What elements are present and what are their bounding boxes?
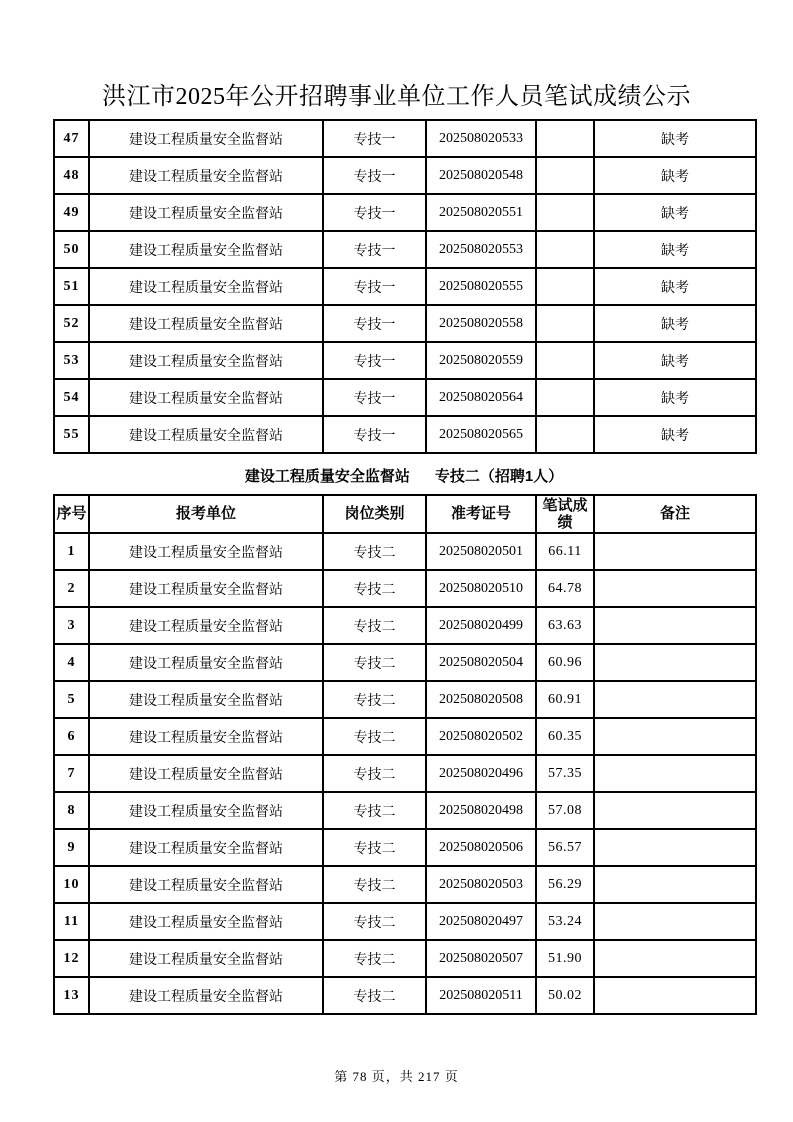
table-row <box>54 416 756 453</box>
ticket-cell: 202508020496 <box>426 755 536 792</box>
category-cell: 专技一 <box>323 120 426 157</box>
ticket-cell: 202508020533 <box>426 120 536 157</box>
row-number-cell: 9 <box>54 829 89 866</box>
unit-cell: 建设工程质量安全监督站 <box>89 194 323 231</box>
ticket-cell: 202508020565 <box>426 416 536 453</box>
section-heading <box>53 456 755 494</box>
ticket-cell: 202508020508 <box>426 681 536 718</box>
ticket-cell: 202508020504 <box>426 644 536 681</box>
table-row <box>54 940 756 977</box>
note-cell <box>594 607 756 644</box>
row-number-cell: 48 <box>54 157 89 194</box>
table-row <box>54 194 756 231</box>
category-cell: 专技二 <box>323 681 426 718</box>
score-cell: 57.08 <box>536 792 594 829</box>
category-cell: 专技二 <box>323 792 426 829</box>
table-row <box>54 977 756 1014</box>
row-number-cell: 7 <box>54 755 89 792</box>
table-row <box>54 829 756 866</box>
score-cell <box>536 342 594 379</box>
table-row <box>54 570 756 607</box>
note-cell <box>594 570 756 607</box>
unit-cell: 建设工程质量安全监督站 <box>89 977 323 1014</box>
score-cell: 51.90 <box>536 940 594 977</box>
category-cell: 专技一 <box>323 157 426 194</box>
score-cell: 60.35 <box>536 718 594 755</box>
ticket-cell: 202508020551 <box>426 194 536 231</box>
score-cell <box>536 305 594 342</box>
score-cell: 60.91 <box>536 681 594 718</box>
row-number-cell: 5 <box>54 681 89 718</box>
unit-cell: 建设工程质量安全监督站 <box>89 644 323 681</box>
ticket-cell: 202508020501 <box>426 533 536 570</box>
unit-cell: 建设工程质量安全监督站 <box>89 268 323 305</box>
row-number-cell: 10 <box>54 866 89 903</box>
unit-cell: 建设工程质量安全监督站 <box>89 903 323 940</box>
table-row <box>54 120 756 157</box>
category-cell: 专技一 <box>323 305 426 342</box>
score-cell <box>536 416 594 453</box>
category-cell: 专技二 <box>323 977 426 1014</box>
header-row <box>54 495 756 533</box>
ticket-cell: 202508020548 <box>426 157 536 194</box>
row-number-cell: 12 <box>54 940 89 977</box>
ticket-cell: 202508020553 <box>426 231 536 268</box>
ticket-cell: 202508020503 <box>426 866 536 903</box>
ticket-cell: 202508020499 <box>426 607 536 644</box>
note-cell: 缺考 <box>594 268 756 305</box>
category-cell: 专技二 <box>323 866 426 903</box>
ticket-cell: 202508020510 <box>426 570 536 607</box>
score-cell: 56.57 <box>536 829 594 866</box>
row-number-cell: 49 <box>54 194 89 231</box>
header-cell-index: 序号 <box>54 495 89 533</box>
note-cell: 缺考 <box>594 342 756 379</box>
score-cell <box>536 120 594 157</box>
table-row <box>54 718 756 755</box>
unit-cell: 建设工程质量安全监督站 <box>89 120 323 157</box>
category-cell: 专技一 <box>323 342 426 379</box>
header-cell-unit: 报考单位 <box>89 495 323 533</box>
category-cell: 专技二 <box>323 903 426 940</box>
unit-cell: 建设工程质量安全监督站 <box>89 718 323 755</box>
row-number-cell: 13 <box>54 977 89 1014</box>
results-table <box>53 494 757 1015</box>
note-cell <box>594 829 756 866</box>
unit-cell: 建设工程质量安全监督站 <box>89 231 323 268</box>
score-cell: 63.63 <box>536 607 594 644</box>
note-cell <box>594 866 756 903</box>
row-number-cell: 52 <box>54 305 89 342</box>
unit-cell: 建设工程质量安全监督站 <box>89 607 323 644</box>
category-cell: 专技二 <box>323 718 426 755</box>
score-cell <box>536 231 594 268</box>
category-cell: 专技二 <box>323 570 426 607</box>
note-cell: 缺考 <box>594 157 756 194</box>
note-cell <box>594 977 756 1014</box>
table-row <box>54 157 756 194</box>
row-number-cell: 11 <box>54 903 89 940</box>
section-heading-unit: 建设工程质量安全监督站 <box>244 467 410 485</box>
category-cell: 专技二 <box>323 940 426 977</box>
row-number-cell: 6 <box>54 718 89 755</box>
ticket-cell: 202508020502 <box>426 718 536 755</box>
row-number-cell: 55 <box>54 416 89 453</box>
table-row <box>54 644 756 681</box>
score-cell <box>536 268 594 305</box>
category-cell: 专技一 <box>323 231 426 268</box>
score-cell: 50.02 <box>536 977 594 1014</box>
ticket-cell: 202508020497 <box>426 903 536 940</box>
unit-cell: 建设工程质量安全监督站 <box>89 342 323 379</box>
row-number-cell: 1 <box>54 533 89 570</box>
unit-cell: 建设工程质量安全监督站 <box>89 416 323 453</box>
category-cell: 专技一 <box>323 379 426 416</box>
ticket-cell: 202508020498 <box>426 792 536 829</box>
unit-cell: 建设工程质量安全监督站 <box>89 305 323 342</box>
table-row <box>54 681 756 718</box>
header-cell-score: 笔试成绩 <box>536 495 594 533</box>
table-row <box>54 533 756 570</box>
ticket-cell: 202508020511 <box>426 977 536 1014</box>
note-cell <box>594 755 756 792</box>
unit-cell: 建设工程质量安全监督站 <box>89 829 323 866</box>
category-cell: 专技二 <box>323 607 426 644</box>
unit-cell: 建设工程质量安全监督站 <box>89 940 323 977</box>
results-table-continued <box>53 119 757 454</box>
unit-cell: 建设工程质量安全监督站 <box>89 755 323 792</box>
note-cell <box>594 940 756 977</box>
unit-cell: 建设工程质量安全监督站 <box>89 681 323 718</box>
ticket-cell: 202508020507 <box>426 940 536 977</box>
table-row <box>54 305 756 342</box>
table-row <box>54 755 756 792</box>
unit-cell: 建设工程质量安全监督站 <box>89 157 323 194</box>
category-cell: 专技二 <box>323 755 426 792</box>
unit-cell: 建设工程质量安全监督站 <box>89 792 323 829</box>
page-title: 洪江市2025年公开招聘事业单位工作人员笔试成绩公示 <box>102 84 691 110</box>
header-cell-category: 岗位类别 <box>323 495 426 533</box>
score-cell: 66.11 <box>536 533 594 570</box>
ticket-cell: 202508020559 <box>426 342 536 379</box>
table-row <box>54 379 756 416</box>
category-cell: 专技二 <box>323 829 426 866</box>
row-number-cell: 50 <box>54 231 89 268</box>
unit-cell: 建设工程质量安全监督站 <box>89 379 323 416</box>
table-row <box>54 231 756 268</box>
note-cell <box>594 903 756 940</box>
note-cell: 缺考 <box>594 194 756 231</box>
table-row <box>54 792 756 829</box>
score-cell: 56.29 <box>536 866 594 903</box>
header-cell-ticket: 准考证号 <box>426 495 536 533</box>
ticket-cell: 202508020506 <box>426 829 536 866</box>
ticket-cell: 202508020558 <box>426 305 536 342</box>
unit-cell: 建设工程质量安全监督站 <box>89 866 323 903</box>
unit-cell: 建设工程质量安全监督站 <box>89 533 323 570</box>
ticket-cell: 202508020555 <box>426 268 536 305</box>
note-cell: 缺考 <box>594 231 756 268</box>
score-cell: 64.78 <box>536 570 594 607</box>
row-number-cell: 47 <box>54 120 89 157</box>
table-row <box>54 607 756 644</box>
category-cell: 专技一 <box>323 416 426 453</box>
table-row <box>54 903 756 940</box>
note-cell <box>594 792 756 829</box>
row-number-cell: 51 <box>54 268 89 305</box>
note-cell: 缺考 <box>594 379 756 416</box>
unit-cell: 建设工程质量安全监督站 <box>89 570 323 607</box>
category-cell: 专技二 <box>323 533 426 570</box>
ticket-cell: 202508020564 <box>426 379 536 416</box>
category-cell: 专技一 <box>323 268 426 305</box>
section-heading-post: 专技二（招聘1人） <box>434 467 564 485</box>
score-cell <box>536 157 594 194</box>
row-number-cell: 53 <box>54 342 89 379</box>
row-number-cell: 8 <box>54 792 89 829</box>
score-cell <box>536 379 594 416</box>
score-cell: 53.24 <box>536 903 594 940</box>
note-cell <box>594 718 756 755</box>
row-number-cell: 3 <box>54 607 89 644</box>
table-row <box>54 342 756 379</box>
note-cell: 缺考 <box>594 120 756 157</box>
table-row <box>54 866 756 903</box>
note-cell <box>594 533 756 570</box>
note-cell: 缺考 <box>594 305 756 342</box>
note-cell <box>594 681 756 718</box>
row-number-cell: 54 <box>54 379 89 416</box>
score-cell <box>536 194 594 231</box>
table-row <box>54 268 756 305</box>
note-cell <box>594 644 756 681</box>
page-number: 第 78 页，共 217 页 <box>334 1069 459 1084</box>
header-cell-note: 备注 <box>594 495 756 533</box>
category-cell: 专技一 <box>323 194 426 231</box>
row-number-cell: 4 <box>54 644 89 681</box>
note-cell: 缺考 <box>594 416 756 453</box>
score-cell: 57.35 <box>536 755 594 792</box>
row-number-cell: 2 <box>54 570 89 607</box>
category-cell: 专技二 <box>323 644 426 681</box>
score-cell: 60.96 <box>536 644 594 681</box>
